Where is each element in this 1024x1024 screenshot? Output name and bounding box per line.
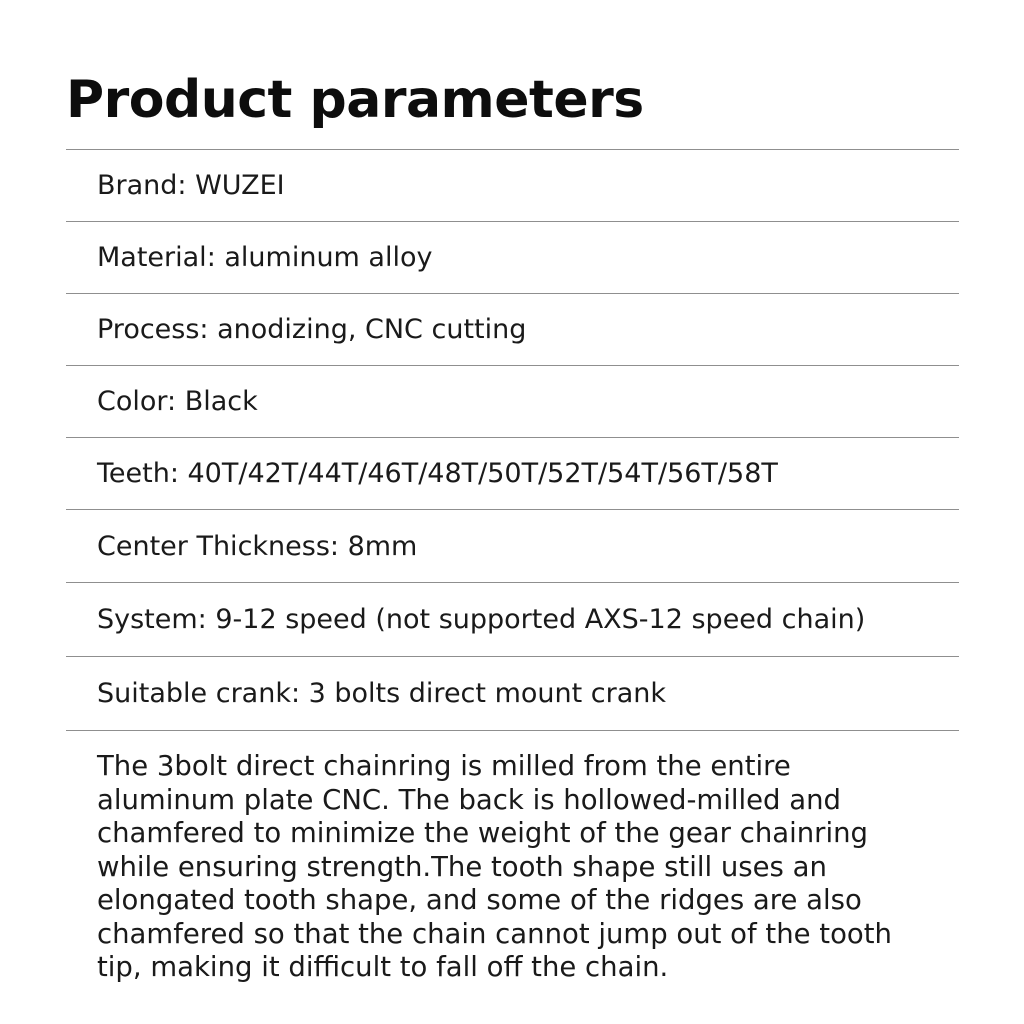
param-system: System: 9-12 speed (not supported AXS-12 speed chain): [97, 604, 866, 635]
page-title: Product parameters: [66, 70, 644, 130]
param-brand: Brand: WUZEI: [97, 170, 285, 201]
param-suitable-crank: Suitable crank: 3 bolts direct mount crank: [97, 678, 667, 709]
param-color: Color: Black: [97, 386, 258, 417]
param-teeth: Teeth: 40T/42T/44T/46T/48T/50T/52T/54T/56T/58T: [97, 458, 778, 489]
param-material: Material: aluminum alloy: [97, 242, 433, 273]
divider: [66, 730, 959, 731]
param-center-thickness: Center Thickness: 8mm: [97, 530, 418, 562]
product-description: The 3bolt direct chainring is milled from the entire aluminum plate CNC. The back is hollowed-milled and chamfered to minimize the weight of the gear chainring while ensuring strength.The tooth shape still uses an elongated tooth shape, and some of the ridges are also chamfered so that the chain cannot jump out of the tooth tip, making it difficult to fall off the chain.: [97, 750, 892, 983]
param-process: Process: anodizing, CNC cutting: [97, 314, 527, 345]
parameters-table: [66, 149, 959, 731]
